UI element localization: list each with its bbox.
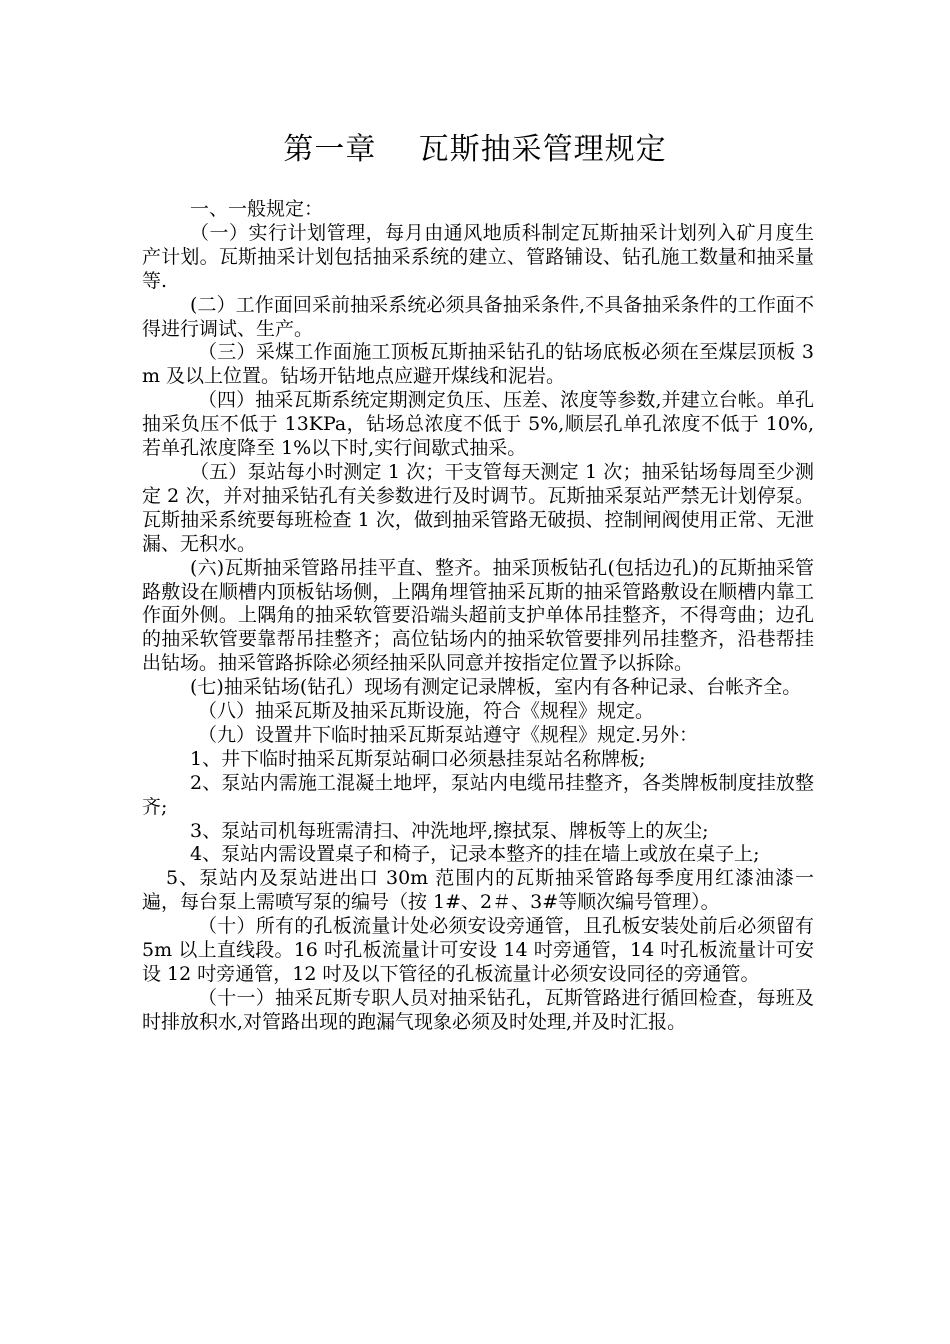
paragraph-7: (七)抽采钻场(钻孔）现场有测定记录牌板，室内有各种记录、台帐齐全。 xyxy=(190,676,802,699)
list-item-5: 5、泵站内及泵站进出口 30m 范围内的瓦斯抽采管路每季度用红漆油漆一遍，每台泵上需喷写泵的编号（按 1#、2＃、3#等顺次编号管理）。 xyxy=(142,867,814,914)
paragraph-9: （九）设置井下临时抽采瓦斯泵站遵守《规程》规定.另外： xyxy=(198,723,699,746)
paragraph-6: (六)瓦斯抽采管路吊挂平直、整齐。抽采顶板钻孔(包括边孔)的瓦斯抽采管路敷设在顺槽内顶板钻场侧，上隅角埋管抽采瓦斯的抽采管路敷设在顺槽内靠工作面外侧。上隅角的抽采软管要沿端头超前支护单体吊挂整齐，不得弯曲；边孔的抽采软管要靠帮吊挂整齐；高位钻场内的抽采软管要排列吊挂整齐，沿巷帮挂出钻场。抽采管路拆除必须经抽采队同意并按指定位置予以拆除。 xyxy=(142,556,814,675)
chapter-title: 第一章 瓦斯抽采管理规定 xyxy=(283,132,667,167)
paragraph-3: （三）采煤工作面施工顶板瓦斯抽采钻孔的钻场底板必须在至煤层顶板 3m 及以上位置。钻场开钻地点应避开煤线和泥岩。 xyxy=(142,341,814,388)
paragraph-1: （一）实行计划管理，每月由通风地质科制定瓦斯抽采计划列入矿月度生产计划。瓦斯抽采计划包括抽采系统的建立、管路铺设、钻孔施工数量和抽采量等. xyxy=(142,221,814,292)
paragraph-10: （十）所有的孔板流量计处必须安设旁通管，且孔板安装处前后必须留有 5m 以上直线段。16 吋孔板流量计可安设 14 吋旁通管，14 吋孔板流量计可安设 12 吋旁通管，12 吋及以下管径的孔板流量计必须安设同径的旁通管。 xyxy=(142,915,814,985)
document-body xyxy=(142,198,814,1035)
list-item-4: 4、泵站内需设置桌子和椅子，记录本整齐的挂在墙上或放在桌子上; xyxy=(190,843,760,866)
section-heading-general: 一、一般规定： xyxy=(190,198,324,220)
paragraph-11: （十一）抽采瓦斯专职人员对抽采钻孔，瓦斯管路进行循回检查，每班及时排放积水,对管路出现的跑漏气现象必须及时处理,并及时汇报。 xyxy=(142,986,814,1033)
paragraph-8: （八）抽采瓦斯及抽采瓦斯设施，符合《规程》规定。 xyxy=(198,700,655,723)
paragraph-2: (二）工作面回采前抽采系统必须具备抽采条件,不具备抽采条件的工作面不得进行调试、生产。 xyxy=(142,293,814,340)
list-item-1: 1、井下临时抽采瓦斯泵站硐口必须悬挂泵站名称牌板; xyxy=(190,747,646,770)
paragraph-4: （四）抽采瓦斯系统定期测定负压、压差、浓度等参数,并建立台帐。单孔抽采负压不低于 13KPa，钻场总浓度不低于 5%,顺层孔单孔浓度不低于 10%,若单孔浓度降至 1%以下时,实行间歇式抽采。 xyxy=(142,389,814,460)
list-item-2: 2、泵站内需施工混凝土地坪，泵站内电缆吊挂整齐，各类牌板制度挂放整齐; xyxy=(142,771,814,818)
list-item-3: 3、泵站司机每班需清扫、冲洗地坪,擦拭泵、牌板等上的灰尘; xyxy=(190,819,709,842)
paragraph-5: （五）泵站每小时测定 1 次；干支管每天测定 1 次；抽采钻场每周至少测定 2 次，并对抽采钻孔有关参数进行及时调节。瓦斯抽采泵站严禁无计划停泵。瓦斯抽采系统要每班检查 1 次，做到抽采管路无破损、控制闸阀使用正常、无泄漏、无积水。 xyxy=(142,460,814,555)
